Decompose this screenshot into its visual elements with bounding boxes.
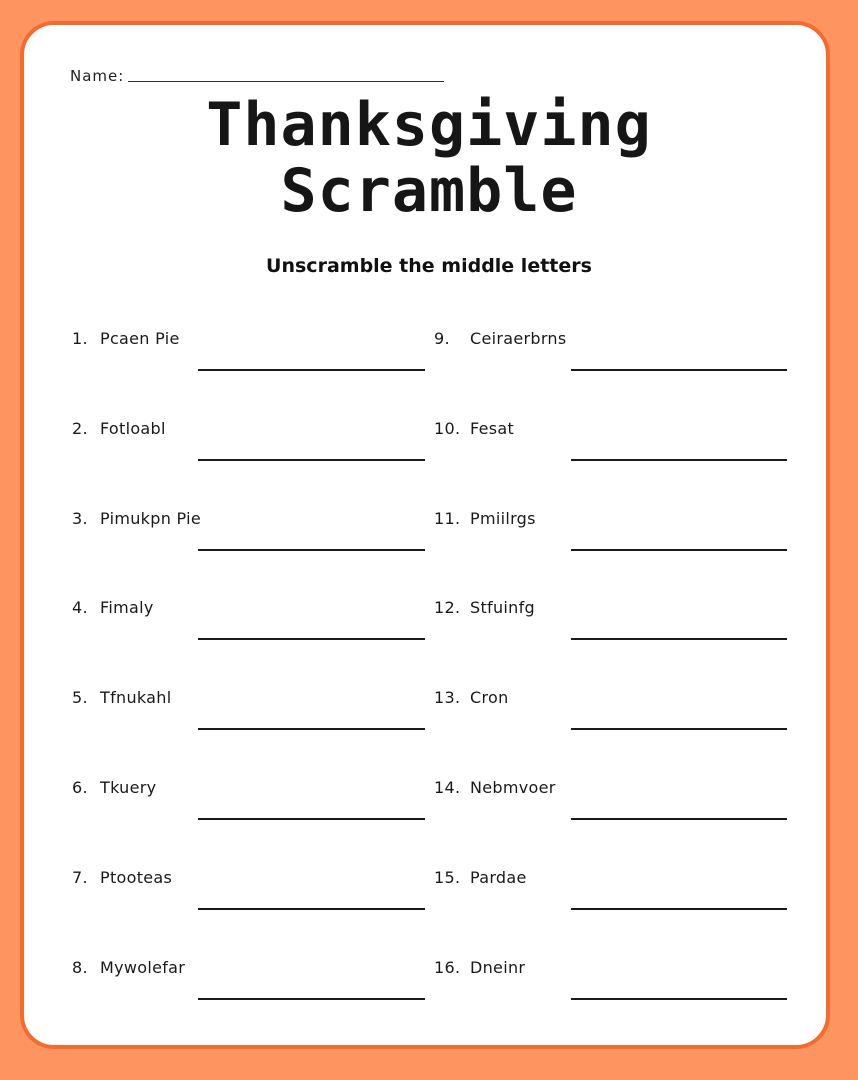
scramble-label — [72, 329, 180, 348]
answer-line[interactable] — [571, 549, 787, 551]
answer-line[interactable] — [198, 638, 425, 640]
item-number: 9. — [434, 329, 450, 348]
scramble-label — [434, 508, 536, 528]
scrambled-word: Fesat — [470, 418, 515, 438]
answer-line[interactable] — [571, 638, 787, 640]
scrambled-word: Stfuinfg — [470, 598, 535, 618]
item-number: 6. — [72, 778, 88, 797]
page-title — [0, 92, 858, 224]
answer-line[interactable] — [571, 998, 787, 1000]
item-number: 8. — [72, 957, 88, 977]
name-label: Name: — [70, 67, 125, 85]
scrambled-word: Pardae — [470, 867, 527, 887]
item-number: 1. — [72, 329, 88, 348]
answer-line[interactable] — [198, 369, 425, 371]
scrambled-word: Pcaen Pie — [100, 329, 180, 348]
item-number: 5. — [72, 688, 88, 708]
scramble-label — [72, 508, 202, 528]
scramble-label — [72, 598, 154, 618]
instructions: Unscramble the middle letters — [266, 255, 592, 277]
scramble-label — [72, 688, 172, 708]
scramble-label — [434, 688, 509, 708]
answer-line[interactable] — [198, 459, 425, 461]
item-number: 10. — [434, 418, 461, 438]
scramble-label — [434, 957, 526, 977]
scrambled-word: Pimukpn Pie — [100, 508, 202, 528]
scrambled-word: Ptooteas — [100, 867, 173, 887]
item-number: 11. — [434, 508, 461, 528]
answer-line[interactable] — [571, 818, 787, 820]
answer-line[interactable] — [198, 908, 425, 910]
scrambled-word: Nebmvoer — [470, 778, 556, 797]
answer-line[interactable] — [571, 369, 787, 371]
answer-line[interactable] — [198, 998, 425, 1000]
item-number: 14. — [434, 778, 461, 797]
answer-line[interactable] — [198, 549, 425, 551]
item-number: 13. — [434, 688, 461, 708]
scrambled-word: Pmiilrgs — [470, 508, 536, 528]
item-number: 2. — [72, 418, 88, 438]
scramble-label — [434, 329, 567, 348]
scrambled-word: Ceiraerbrns — [470, 329, 567, 348]
item-number: 16. — [434, 957, 461, 977]
title-line-2: Scramble — [280, 156, 578, 226]
scramble-label — [72, 418, 166, 438]
answer-line[interactable] — [571, 728, 787, 730]
answer-line[interactable] — [571, 908, 787, 910]
scramble-label — [434, 418, 515, 438]
scramble-label — [434, 867, 527, 887]
scrambled-word: Tkuery — [100, 778, 157, 797]
answer-line[interactable] — [198, 728, 425, 730]
item-number: 3. — [72, 508, 88, 528]
scrambled-word: Dneinr — [470, 957, 526, 977]
name-row — [70, 67, 444, 85]
scramble-label — [434, 598, 535, 618]
scramble-label — [72, 957, 186, 977]
scrambled-word: Tfnukahl — [100, 688, 172, 708]
name-input-line[interactable] — [128, 81, 444, 82]
scrambled-word: Cron — [470, 688, 509, 708]
scrambled-word: Fimaly — [100, 598, 154, 618]
item-number: 15. — [434, 867, 461, 887]
scramble-label — [72, 778, 157, 797]
item-number: 4. — [72, 598, 88, 618]
answer-line[interactable] — [198, 818, 425, 820]
answer-line[interactable] — [571, 459, 787, 461]
item-number: 12. — [434, 598, 461, 618]
item-number: 7. — [72, 867, 88, 887]
scrambled-word: Mywolefar — [100, 957, 186, 977]
title-line-1: Thanksgiving — [206, 90, 652, 160]
scrambled-word: Fotloabl — [100, 418, 166, 438]
scramble-label — [72, 867, 173, 887]
scramble-label — [434, 778, 556, 797]
